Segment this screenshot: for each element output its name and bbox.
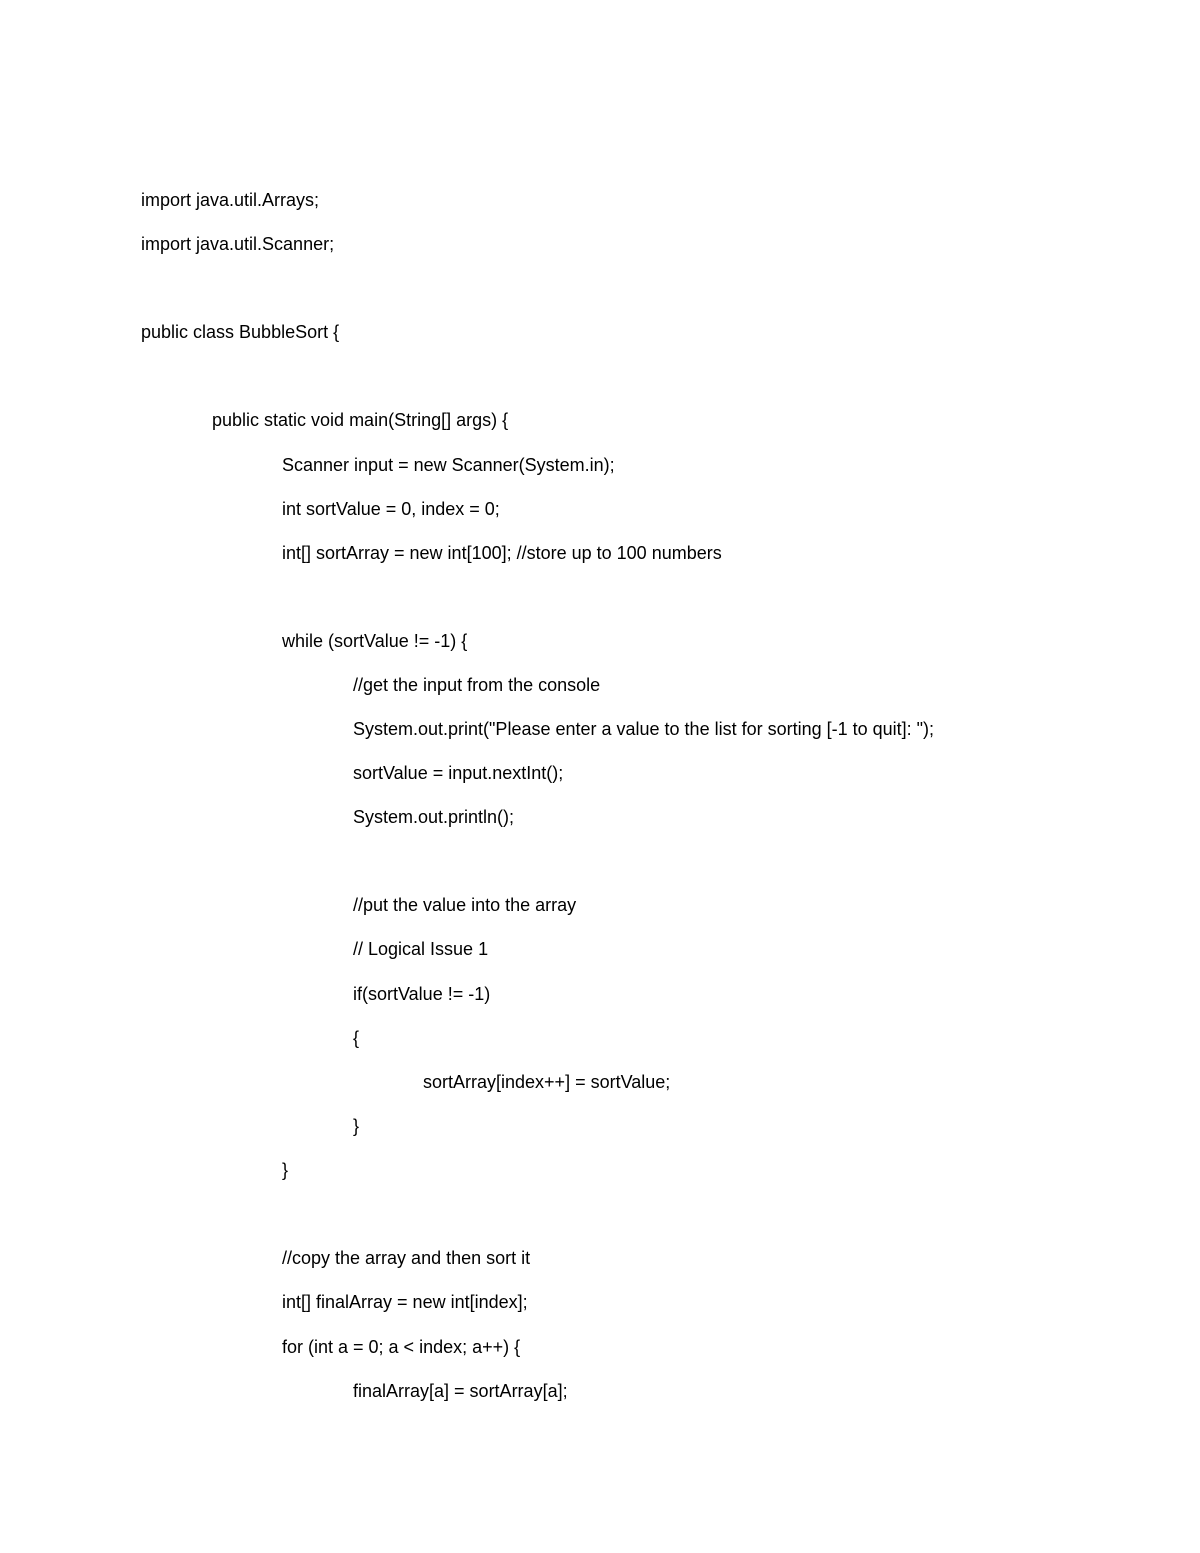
code-line: import java.util.Arrays;	[141, 190, 320, 210]
code-line: int sortValue = 0, index = 0;	[282, 499, 500, 519]
code-comment: //put the value into the array	[353, 895, 577, 915]
code-line: public static void main(String[] args) {	[212, 410, 509, 430]
code-line: finalArray[a] = sortArray[a];	[353, 1381, 568, 1401]
code-line: System.out.println();	[353, 807, 515, 827]
code-line: }	[282, 1160, 289, 1180]
code-comment: //copy the array and then sort it	[282, 1248, 531, 1268]
code-comment: //get the input from the console	[353, 675, 601, 695]
code-line: int[] finalArray = new int[index];	[282, 1292, 528, 1312]
code-line: }	[353, 1116, 360, 1136]
code-line: while (sortValue != -1) {	[282, 631, 468, 651]
code-line: int[] sortArray = new int[100]; //store up to 100 numbers	[282, 543, 722, 563]
code-line: if(sortValue != -1)	[353, 984, 491, 1004]
code-line: System.out.print("Please enter a value to the list for sorting [-1 to quit]: ");	[353, 719, 935, 739]
code-line: sortValue = input.nextInt();	[353, 763, 564, 783]
code-line: sortArray[index++] = sortValue;	[423, 1072, 671, 1092]
code-line: public class BubbleSort {	[141, 322, 340, 342]
code-line: Scanner input = new Scanner(System.in);	[282, 455, 615, 475]
code-line: {	[353, 1028, 360, 1048]
code-line: import java.util.Scanner;	[141, 234, 335, 254]
code-line: for (int a = 0; a < index; a++) {	[282, 1337, 521, 1357]
code-comment: // Logical Issue 1	[353, 939, 489, 959]
